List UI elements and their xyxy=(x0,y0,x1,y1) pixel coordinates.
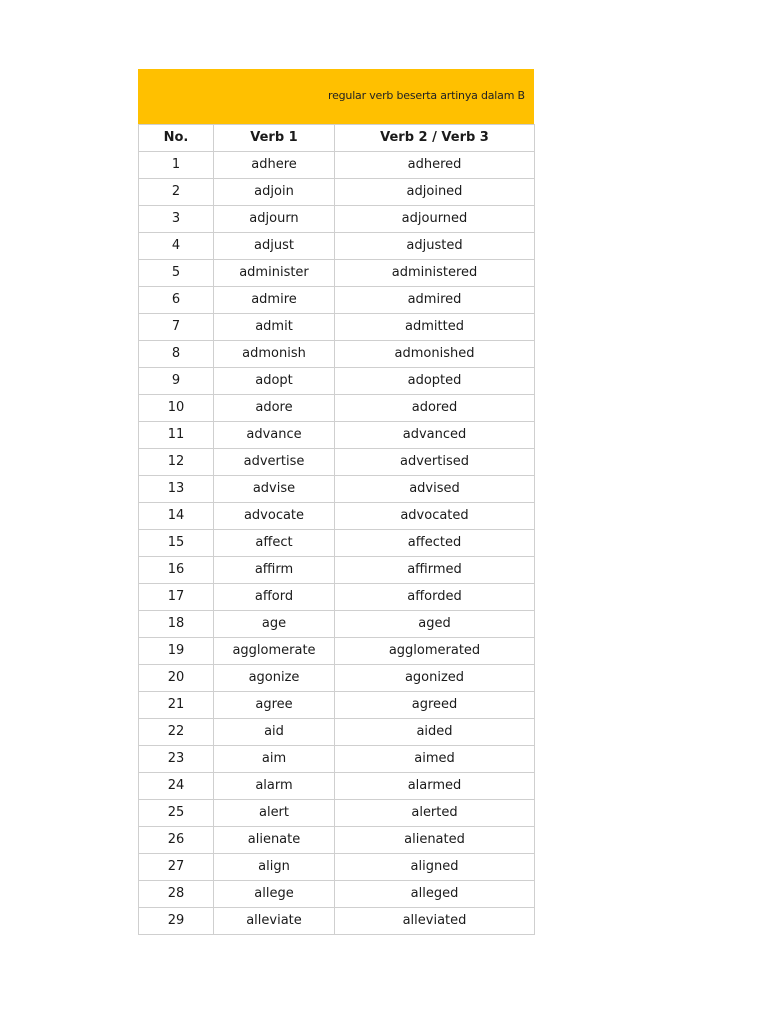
cell-verb2-verb3: advocated xyxy=(335,503,535,530)
cell-no: 8 xyxy=(139,341,214,368)
cell-verb2-verb3: alleviated xyxy=(335,908,535,935)
cell-no: 19 xyxy=(139,638,214,665)
cell-verb2-verb3: advised xyxy=(335,476,535,503)
cell-verb1: admit xyxy=(214,314,335,341)
table-row xyxy=(139,368,535,395)
cell-verb1: agonize xyxy=(214,665,335,692)
cell-verb1: afford xyxy=(214,584,335,611)
cell-verb1: affirm xyxy=(214,557,335,584)
cell-verb2-verb3: adjourned xyxy=(335,206,535,233)
cell-verb2-verb3: administered xyxy=(335,260,535,287)
cell-no: 5 xyxy=(139,260,214,287)
banner-title: regular verb beserta artinya dalam B xyxy=(328,89,525,102)
cell-verb2-verb3: admitted xyxy=(335,314,535,341)
header-verb1: Verb 1 xyxy=(214,125,335,152)
cell-verb2-verb3: aided xyxy=(335,719,535,746)
cell-verb1: advertise xyxy=(214,449,335,476)
cell-verb2-verb3: affirmed xyxy=(335,557,535,584)
cell-no: 3 xyxy=(139,206,214,233)
table-row xyxy=(139,800,535,827)
cell-no: 26 xyxy=(139,827,214,854)
cell-verb2-verb3: admired xyxy=(335,287,535,314)
cell-verb1: aid xyxy=(214,719,335,746)
header-row xyxy=(139,125,535,152)
cell-verb2-verb3: admonished xyxy=(335,341,535,368)
cell-verb1: adjust xyxy=(214,233,335,260)
table-row xyxy=(139,260,535,287)
cell-verb1: alleviate xyxy=(214,908,335,935)
table-row xyxy=(139,584,535,611)
cell-no: 14 xyxy=(139,503,214,530)
cell-verb2-verb3: affected xyxy=(335,530,535,557)
cell-verb1: alert xyxy=(214,800,335,827)
table-row xyxy=(139,503,535,530)
cell-verb2-verb3: aimed xyxy=(335,746,535,773)
cell-verb1: advance xyxy=(214,422,335,449)
table-row xyxy=(139,773,535,800)
cell-verb1: align xyxy=(214,854,335,881)
table-row xyxy=(139,152,535,179)
cell-verb2-verb3: advanced xyxy=(335,422,535,449)
cell-verb2-verb3: adjusted xyxy=(335,233,535,260)
table-row xyxy=(139,854,535,881)
verb-table xyxy=(138,124,535,935)
header-no: No. xyxy=(139,125,214,152)
cell-verb1: affect xyxy=(214,530,335,557)
cell-verb2-verb3: agglomerated xyxy=(335,638,535,665)
table-row xyxy=(139,611,535,638)
table-row xyxy=(139,395,535,422)
cell-verb1: administer xyxy=(214,260,335,287)
table-row xyxy=(139,827,535,854)
table-row xyxy=(139,746,535,773)
cell-verb1: adjourn xyxy=(214,206,335,233)
table-row xyxy=(139,692,535,719)
cell-no: 2 xyxy=(139,179,214,206)
table-row xyxy=(139,233,535,260)
cell-verb2-verb3: alienated xyxy=(335,827,535,854)
cell-no: 18 xyxy=(139,611,214,638)
table-row xyxy=(139,206,535,233)
cell-verb1: adopt xyxy=(214,368,335,395)
table-row xyxy=(139,287,535,314)
cell-no: 16 xyxy=(139,557,214,584)
table-row xyxy=(139,476,535,503)
cell-no: 28 xyxy=(139,881,214,908)
cell-no: 27 xyxy=(139,854,214,881)
table-row xyxy=(139,665,535,692)
cell-verb1: aim xyxy=(214,746,335,773)
cell-no: 7 xyxy=(139,314,214,341)
table-row xyxy=(139,179,535,206)
cell-verb2-verb3: advertised xyxy=(335,449,535,476)
header-verb2-verb3: Verb 2 / Verb 3 xyxy=(335,125,535,152)
table-row xyxy=(139,719,535,746)
cell-verb1: admonish xyxy=(214,341,335,368)
cell-no: 20 xyxy=(139,665,214,692)
cell-verb2-verb3: afforded xyxy=(335,584,535,611)
cell-no: 1 xyxy=(139,152,214,179)
cell-verb1: agglomerate xyxy=(214,638,335,665)
cell-no: 15 xyxy=(139,530,214,557)
title-banner xyxy=(138,69,534,124)
cell-no: 6 xyxy=(139,287,214,314)
cell-no: 29 xyxy=(139,908,214,935)
cell-verb1: agree xyxy=(214,692,335,719)
cell-verb2-verb3: adored xyxy=(335,395,535,422)
table-row xyxy=(139,908,535,935)
cell-verb2-verb3: alarmed xyxy=(335,773,535,800)
cell-no: 9 xyxy=(139,368,214,395)
table-row xyxy=(139,314,535,341)
cell-no: 10 xyxy=(139,395,214,422)
cell-no: 4 xyxy=(139,233,214,260)
cell-no: 22 xyxy=(139,719,214,746)
cell-verb2-verb3: aligned xyxy=(335,854,535,881)
cell-verb2-verb3: alerted xyxy=(335,800,535,827)
cell-verb1: admire xyxy=(214,287,335,314)
table-row xyxy=(139,638,535,665)
table-row xyxy=(139,557,535,584)
cell-verb1: adjoin xyxy=(214,179,335,206)
cell-no: 12 xyxy=(139,449,214,476)
cell-no: 23 xyxy=(139,746,214,773)
cell-verb1: allege xyxy=(214,881,335,908)
table-row xyxy=(139,341,535,368)
cell-verb1: age xyxy=(214,611,335,638)
cell-verb2-verb3: agonized xyxy=(335,665,535,692)
cell-verb1: adhere xyxy=(214,152,335,179)
table-row xyxy=(139,530,535,557)
cell-no: 21 xyxy=(139,692,214,719)
cell-verb2-verb3: adhered xyxy=(335,152,535,179)
cell-verb2-verb3: adjoined xyxy=(335,179,535,206)
cell-no: 24 xyxy=(139,773,214,800)
cell-verb1: alarm xyxy=(214,773,335,800)
verb-table-sheet xyxy=(138,69,534,935)
cell-verb1: advocate xyxy=(214,503,335,530)
verb-table-body xyxy=(139,152,535,935)
table-row xyxy=(139,422,535,449)
cell-no: 11 xyxy=(139,422,214,449)
cell-no: 17 xyxy=(139,584,214,611)
cell-no: 25 xyxy=(139,800,214,827)
cell-verb1: advise xyxy=(214,476,335,503)
cell-no: 13 xyxy=(139,476,214,503)
cell-verb1: alienate xyxy=(214,827,335,854)
cell-verb2-verb3: aged xyxy=(335,611,535,638)
cell-verb2-verb3: adopted xyxy=(335,368,535,395)
table-row xyxy=(139,449,535,476)
cell-verb2-verb3: alleged xyxy=(335,881,535,908)
table-row xyxy=(139,881,535,908)
cell-verb1: adore xyxy=(214,395,335,422)
cell-verb2-verb3: agreed xyxy=(335,692,535,719)
